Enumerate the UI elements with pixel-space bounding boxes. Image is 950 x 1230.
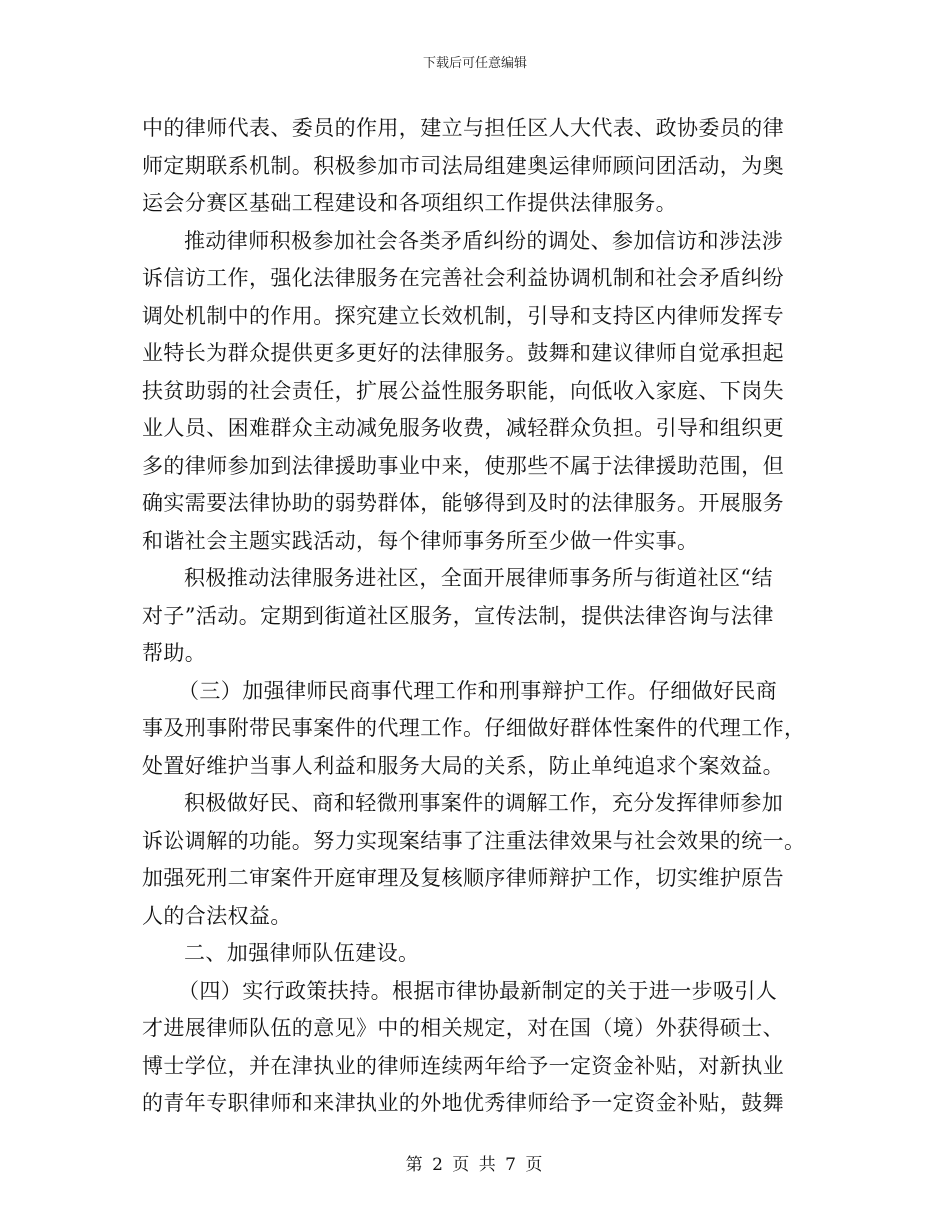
text-line: 积极做好民、商和轻微刑事案件的调解工作，充分发挥律师参加 bbox=[184, 791, 784, 815]
text-line: 积极推动法律服务进社区，全面开展律师事务所与街道社区“结 bbox=[184, 566, 773, 590]
text-line: 二、加强律师队伍建设。 bbox=[184, 941, 420, 965]
text-line: 对子”活动。定期到街道社区服务，宣传法制，提供法律咨询与法律 bbox=[142, 603, 774, 628]
text-line: 诉讼调解的功能。努力实现案结事了注重法律效果与社会效果的统一。 bbox=[142, 828, 806, 853]
text-line: 才进展律师队伍的意见》中的相关规定，对在国（境）外获得硕士、 bbox=[142, 1016, 784, 1040]
page-footer: 第 2 页 共 7 页 bbox=[405, 1155, 545, 1175]
text-line: 人的合法权益。 bbox=[142, 903, 292, 928]
page-header: 下载后可任意编辑 bbox=[422, 56, 527, 71]
text-line: 调处机制中的作用。探究建立长效机制，引导和支持区内律师发挥专 bbox=[142, 303, 784, 328]
text-line: 的青年专职律师和来津执业的外地优秀律师给予一定资金补贴，鼓舞 bbox=[142, 1091, 784, 1115]
text-line: 师定期联系机制。积极参加市司法局组建奥运律师顾问团活动，为奥 bbox=[142, 153, 784, 178]
text-line: （四）实行政策扶持。根据市律协最新制定的关于进一步吸引人 bbox=[178, 978, 778, 1003]
text-line: 加强死刑二审案件开庭审理及复核顺序律师辩护工作，切实维护原告 bbox=[142, 866, 784, 890]
text-line: 多的律师参加到法律援助事业中来，使那些不属于法律援助范围，但 bbox=[142, 453, 784, 478]
text-line: 业人员、困难群众主动减免服务收费，减轻群众负担。引导和组织更 bbox=[142, 416, 784, 440]
text-line: 处置好维护当事人利益和服务大局的关系，防止单纯追求个案效益。 bbox=[142, 753, 784, 778]
text-line: 确实需要法律协助的弱势群体，能够得到及时的法律服务。开展服务 bbox=[142, 491, 784, 515]
document-body bbox=[142, 110, 808, 1123]
text-line: 博士学位，并在津执业的律师连续两年给予一定资金补贴，对新执业 bbox=[142, 1053, 784, 1078]
text-line: 和谐社会主题实践活动，每个律师事务所至少做一件实事。 bbox=[142, 528, 699, 553]
text-line: 业特长为群众提供更多更好的法律服务。鼓舞和建议律师自觉承担起 bbox=[142, 341, 784, 365]
text-line: 诉信访工作，强化法律服务在完善社会利益协调机制和社会矛盾纠纷 bbox=[142, 266, 784, 290]
text-line: 中的律师代表、委员的作用，建立与担任区人大代表、政协委员的律 bbox=[142, 116, 784, 140]
text-line: 推动律师积极参加社会各类矛盾纠纷的调处、参加信访和涉法涉 bbox=[184, 228, 784, 253]
text-line: （三）加强律师民商事代理工作和刑事辩护工作。仔细做好民商 bbox=[178, 678, 778, 703]
text-line: 帮助。 bbox=[142, 641, 207, 665]
text-line: 运会分赛区基础工程建设和各项组织工作提供法律服务。 bbox=[142, 191, 677, 215]
text-line: 扶贫助弱的社会责任，扩展公益性服务职能，向低收入家庭、下岗失 bbox=[142, 378, 784, 403]
text-line: 事及刑事附带民事案件的代理工作。仔细做好群体性案件的代理工作， bbox=[142, 716, 806, 740]
